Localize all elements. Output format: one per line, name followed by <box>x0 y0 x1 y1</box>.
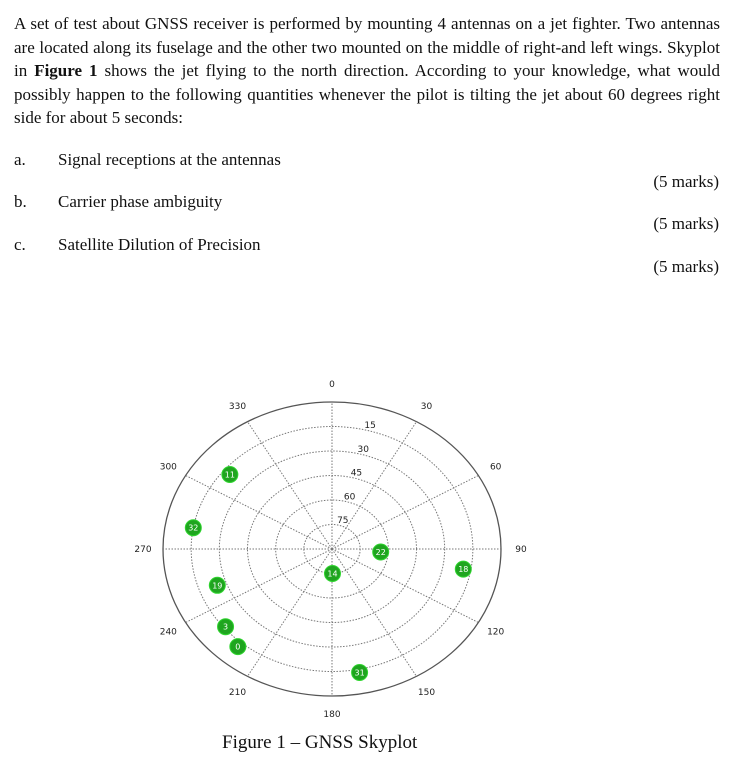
item-text: Carrier phase ambiguity <box>58 192 223 211</box>
azimuth-spoke <box>186 549 332 623</box>
figure-reference: Figure 1 <box>34 61 98 80</box>
azimuth-label: 150 <box>417 687 436 698</box>
item-text: Signal receptions at the antennas <box>58 150 281 169</box>
satellite-prn: 18 <box>458 565 469 575</box>
azimuth-label: 270 <box>134 545 152 555</box>
item-label: b. <box>14 192 27 211</box>
azimuth-label: 90 <box>515 545 527 555</box>
elevation-label: 60 <box>343 492 356 503</box>
azimuth-spoke <box>332 549 478 623</box>
item-text: Satellite Dilution of Precision <box>58 235 261 254</box>
figure-caption: Figure 1 – GNSS Skyplot <box>222 732 418 753</box>
satellite-prn: 32 <box>188 523 199 533</box>
satellite-prn: 14 <box>327 569 338 579</box>
azimuth-spoke <box>332 549 417 676</box>
item-marks: (5 marks) <box>653 257 719 276</box>
satellite-prn: 0 <box>235 642 241 652</box>
elevation-label: 75 <box>337 516 349 527</box>
item-marks: (5 marks) <box>653 214 719 233</box>
azimuth-label: 210 <box>228 687 247 698</box>
item-marks: (5 marks) <box>653 172 719 191</box>
elevation-label: 30 <box>357 444 369 455</box>
azimuth-label: 120 <box>487 627 505 638</box>
satellite-prn: 11 <box>224 470 235 480</box>
azimuth-label: 330 <box>228 402 247 413</box>
azimuth-label: 300 <box>159 462 177 473</box>
azimuth-spoke <box>186 476 332 550</box>
elevation-label: 15 <box>364 421 376 432</box>
elevation-label: 45 <box>350 468 363 479</box>
azimuth-spoke <box>332 476 478 550</box>
satellite-prn: 22 <box>375 547 386 557</box>
azimuth-label: 180 <box>323 710 341 720</box>
intro-text-cont: shows the jet flying to the north direction. According to your knowledge, what would possibly happen to the following quantities whenever the pilot is tilting the jet about 60 degrees right side for about 5 seconds: <box>14 61 720 127</box>
azimuth-label: 0 <box>329 380 335 390</box>
azimuth-label: 30 <box>420 402 433 413</box>
azimuth-spoke <box>248 549 333 676</box>
satellite-prn: 3 <box>223 622 229 632</box>
azimuth-label: 60 <box>489 462 502 473</box>
item-label: a. <box>14 150 26 169</box>
azimuth-label: 240 <box>159 627 177 638</box>
item-label: c. <box>14 235 26 254</box>
satellite-prn: 31 <box>354 668 365 678</box>
intro-text: A set of test about GNSS receiver is performed by mounting 4 antennas on a jet fighter. Two antennas are located along its fuselage and the other two mounted on the middle of right-and left wings. Skyplot in <box>14 14 720 80</box>
azimuth-spoke <box>248 422 333 549</box>
azimuth-spoke <box>332 422 417 549</box>
satellite-prn: 19 <box>212 581 223 591</box>
